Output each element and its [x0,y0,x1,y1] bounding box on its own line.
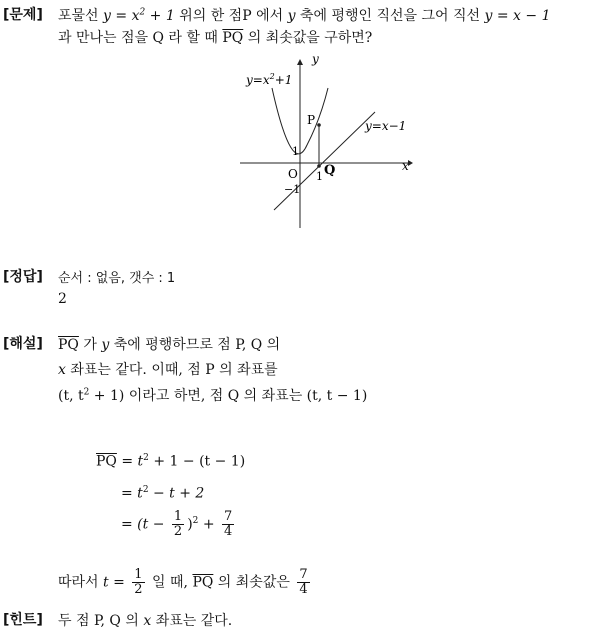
equation-text: = t [121,485,143,502]
problem-tag: [문제] [3,7,43,23]
x-axis-label: x [402,159,409,173]
hint-text: 좌표는 같다. [155,613,233,629]
hint-text: 두 점 P, Q 의 [58,613,139,629]
tick-neg1: −1 [284,183,301,196]
x-variable: x [143,613,152,629]
fraction-seven-fourths: $\frac{7}{4}$ [299,567,308,597]
parabola-equation-tail: + 1 [145,8,175,24]
point-q-dot [317,164,321,168]
y-variable: y [101,337,110,353]
equation-text: ) [187,516,193,533]
equation-text: + [198,516,215,533]
tick-1-x: 1 [316,170,323,183]
solution-text: 따라서 [58,574,99,591]
equation-text: − t + 2 [148,485,205,502]
solution-text: 좌표는 같다. 이때, 점 P 의 좌표를 [70,362,278,378]
segment-pq: $\overline{PQ}$ [58,337,79,353]
segment-pq: $\overline{PQ}$ [222,30,244,46]
exponent: 2 [143,453,149,463]
answer-line-2: 2 [58,291,67,307]
y-variable: y [287,8,296,24]
problem-line-1 [58,5,550,25]
fraction-one-half: $\frac{1}{2}$ [134,567,143,597]
conclusion-line [58,568,313,597]
origin-label: O [288,167,298,181]
y-axis-label: y [312,52,319,66]
parabola-equation: y = x [103,8,140,24]
solution-line-2 [58,359,278,379]
solution-text: 가 [83,337,97,353]
exponent: 2 [192,515,199,526]
line-label: y=x−1 [365,119,407,133]
parabola-label: $y=x^2+1$ [246,72,293,87]
equation-3 [121,510,237,539]
hint-tag: [힌트] [3,612,43,628]
problem-text: 포물선 [58,8,99,24]
x-variable: x [58,362,66,378]
solution-text: (t, t [58,388,84,404]
tick-1-y: 1 [292,145,299,158]
fraction-one-half: $\frac{1}{2}$ [173,509,183,539]
solution-text: 의 최솟값은 [217,574,290,591]
equation-text: = (t − [121,516,165,533]
line-equation: y = x − 1 [484,8,551,24]
solution-text: 일 때, [152,574,188,591]
problem-text: 위의 한 점P 에서 [179,8,284,24]
equation-text: = t [116,453,144,470]
problem-line-2 [58,27,372,47]
segment-pq: $\overline{PQ}$ [96,453,117,470]
solution-text: 축에 평행하므로 점 P, Q 의 [113,337,281,353]
equation-1 [96,453,245,470]
point-p-label: P [307,113,316,127]
equation-2 [121,485,204,502]
point-q-label: Q [324,163,336,178]
equation-text: + 1 − (t − 1) [148,453,246,470]
problem-text: 축에 평행인 직선을 그어 직선 [299,8,481,24]
exponent: 2 [139,7,146,18]
segment-pq: $\overline{PQ}$ [192,574,214,591]
fraction-seven-fourths: $\frac{7}{4}$ [224,509,233,539]
solution-text: + 1) 이라고 하면, 점 Q 의 좌표는 (t, t − 1) [89,388,368,404]
t-equals: t = [103,574,125,591]
exponent: 2 [142,485,149,495]
exponent: 2 [83,387,90,398]
answer-tag: [정답] [3,269,43,285]
y-axis-arrow [297,59,303,65]
problem-text: 과 만나는 점을 Q 라 할 때 [58,30,218,46]
coordinate-graph [232,50,422,235]
hint-line [58,610,232,630]
solution-tag: [해설] [3,336,43,352]
solution-line-3 [58,385,367,405]
point-p-dot [317,123,321,127]
solution-line-1 [58,334,280,354]
problem-text: 의 최솟값을 구하면? [247,30,373,46]
answer-line-1: 순서 : 없음, 갯수 : 1 [58,271,176,286]
